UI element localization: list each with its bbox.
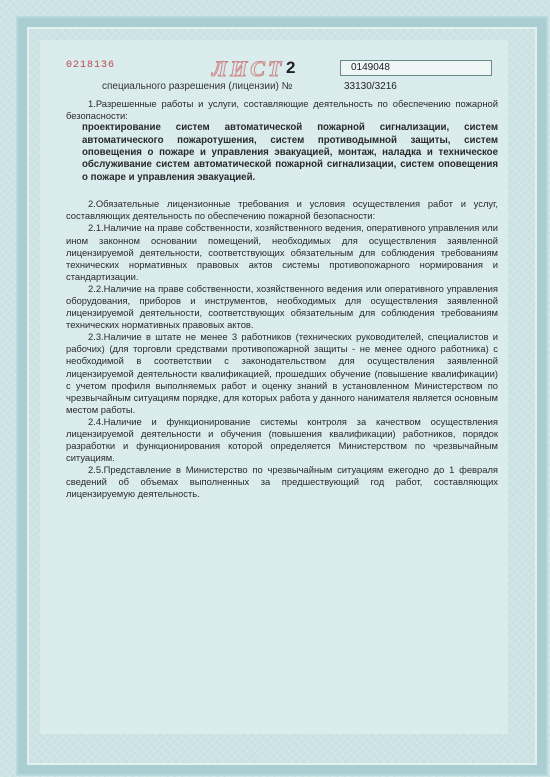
requirement-item: 2.2.Наличие на праве собственности, хозяйственного ведения или оперативного управления оборудования, приборов и инструментов, необходимых для осуществления заявленной лицензируемой деятельности, соответствующих обязательным для соблюдения требованиям технических нормативных правовых актов.	[66, 282, 498, 331]
license-subtitle: специального разрешения (лицензии) №	[102, 81, 293, 92]
document-body	[66, 98, 498, 501]
section-2-heading: 2.Обязательные лицензионные требования и условия осуществления работ и услуг, составляющих деятельность по обеспечению пожарной безопасности:	[66, 198, 498, 222]
requirement-item: 2.5.Представление в Министерство по чрезвычайным ситуациям ежегодно до 1 февраля сведений об объемах выполненных за предшествующий год работ, составляющих лицензируемую деятельность.	[66, 464, 498, 500]
permitted-works: проектирование систем автоматической пожарной сигнализации, систем автоматического пожаротушения, систем противодымной защиты, систем оповещения о пожаре и управления эвакуацией, монтаж, наладка и техническое обслуживание систем автоматической пожарной сигнализации, систем оповещения о пожаре и управления эвакуацией.	[82, 122, 498, 183]
requirement-item: 2.4.Наличие и функционирование системы контроля за качеством осуществления лицензируемой деятельности и обучения (повышения квалификации) работников, порядок разработки и функционирования которой определяется Министерством по чрезвычайным ситуациям.	[66, 415, 498, 464]
form-number: 0149048	[351, 62, 390, 73]
license-number: 33130/3216	[344, 81, 397, 92]
form-number-box	[340, 60, 492, 76]
requirement-item: 2.1.Наличие на праве собственности, хозяйственного ведения, оперативного управления или ином законном основании помещений, необходимых для осуществления заявленной лицензируемой деятельности, соответствующих обязательным для соблюдения требованиям технических нормативных правовых актов системы противопожарного нормирования и стандартизации.	[66, 222, 498, 282]
section-1-heading: 1.Разрешенные работы и услуги, составляющие деятельность по обеспечению пожарной безопасности:	[66, 98, 498, 122]
serial-number: 0218136	[66, 60, 116, 71]
sheet-title: ЛИСТ	[212, 56, 285, 81]
requirement-item: 2.3.Наличие в штате не менее 3 работников (технических руководителей, специалистов и рабочих) (для торговли средствами противопожарной защиты - не менее одного работника) с необходимой в соответствии с законодательством для осуществления заявленной лицензируемой деятельности квалификацией, прошедших обучение (повышение квалификации) с учетом профиля выполняемых работ и оценку знаний в установленном Министерством по чрезвычайным ситуациям порядке, для которых работа у данного нанимателя является основным местом работы.	[66, 331, 498, 415]
sheet-number: 2	[286, 58, 296, 77]
